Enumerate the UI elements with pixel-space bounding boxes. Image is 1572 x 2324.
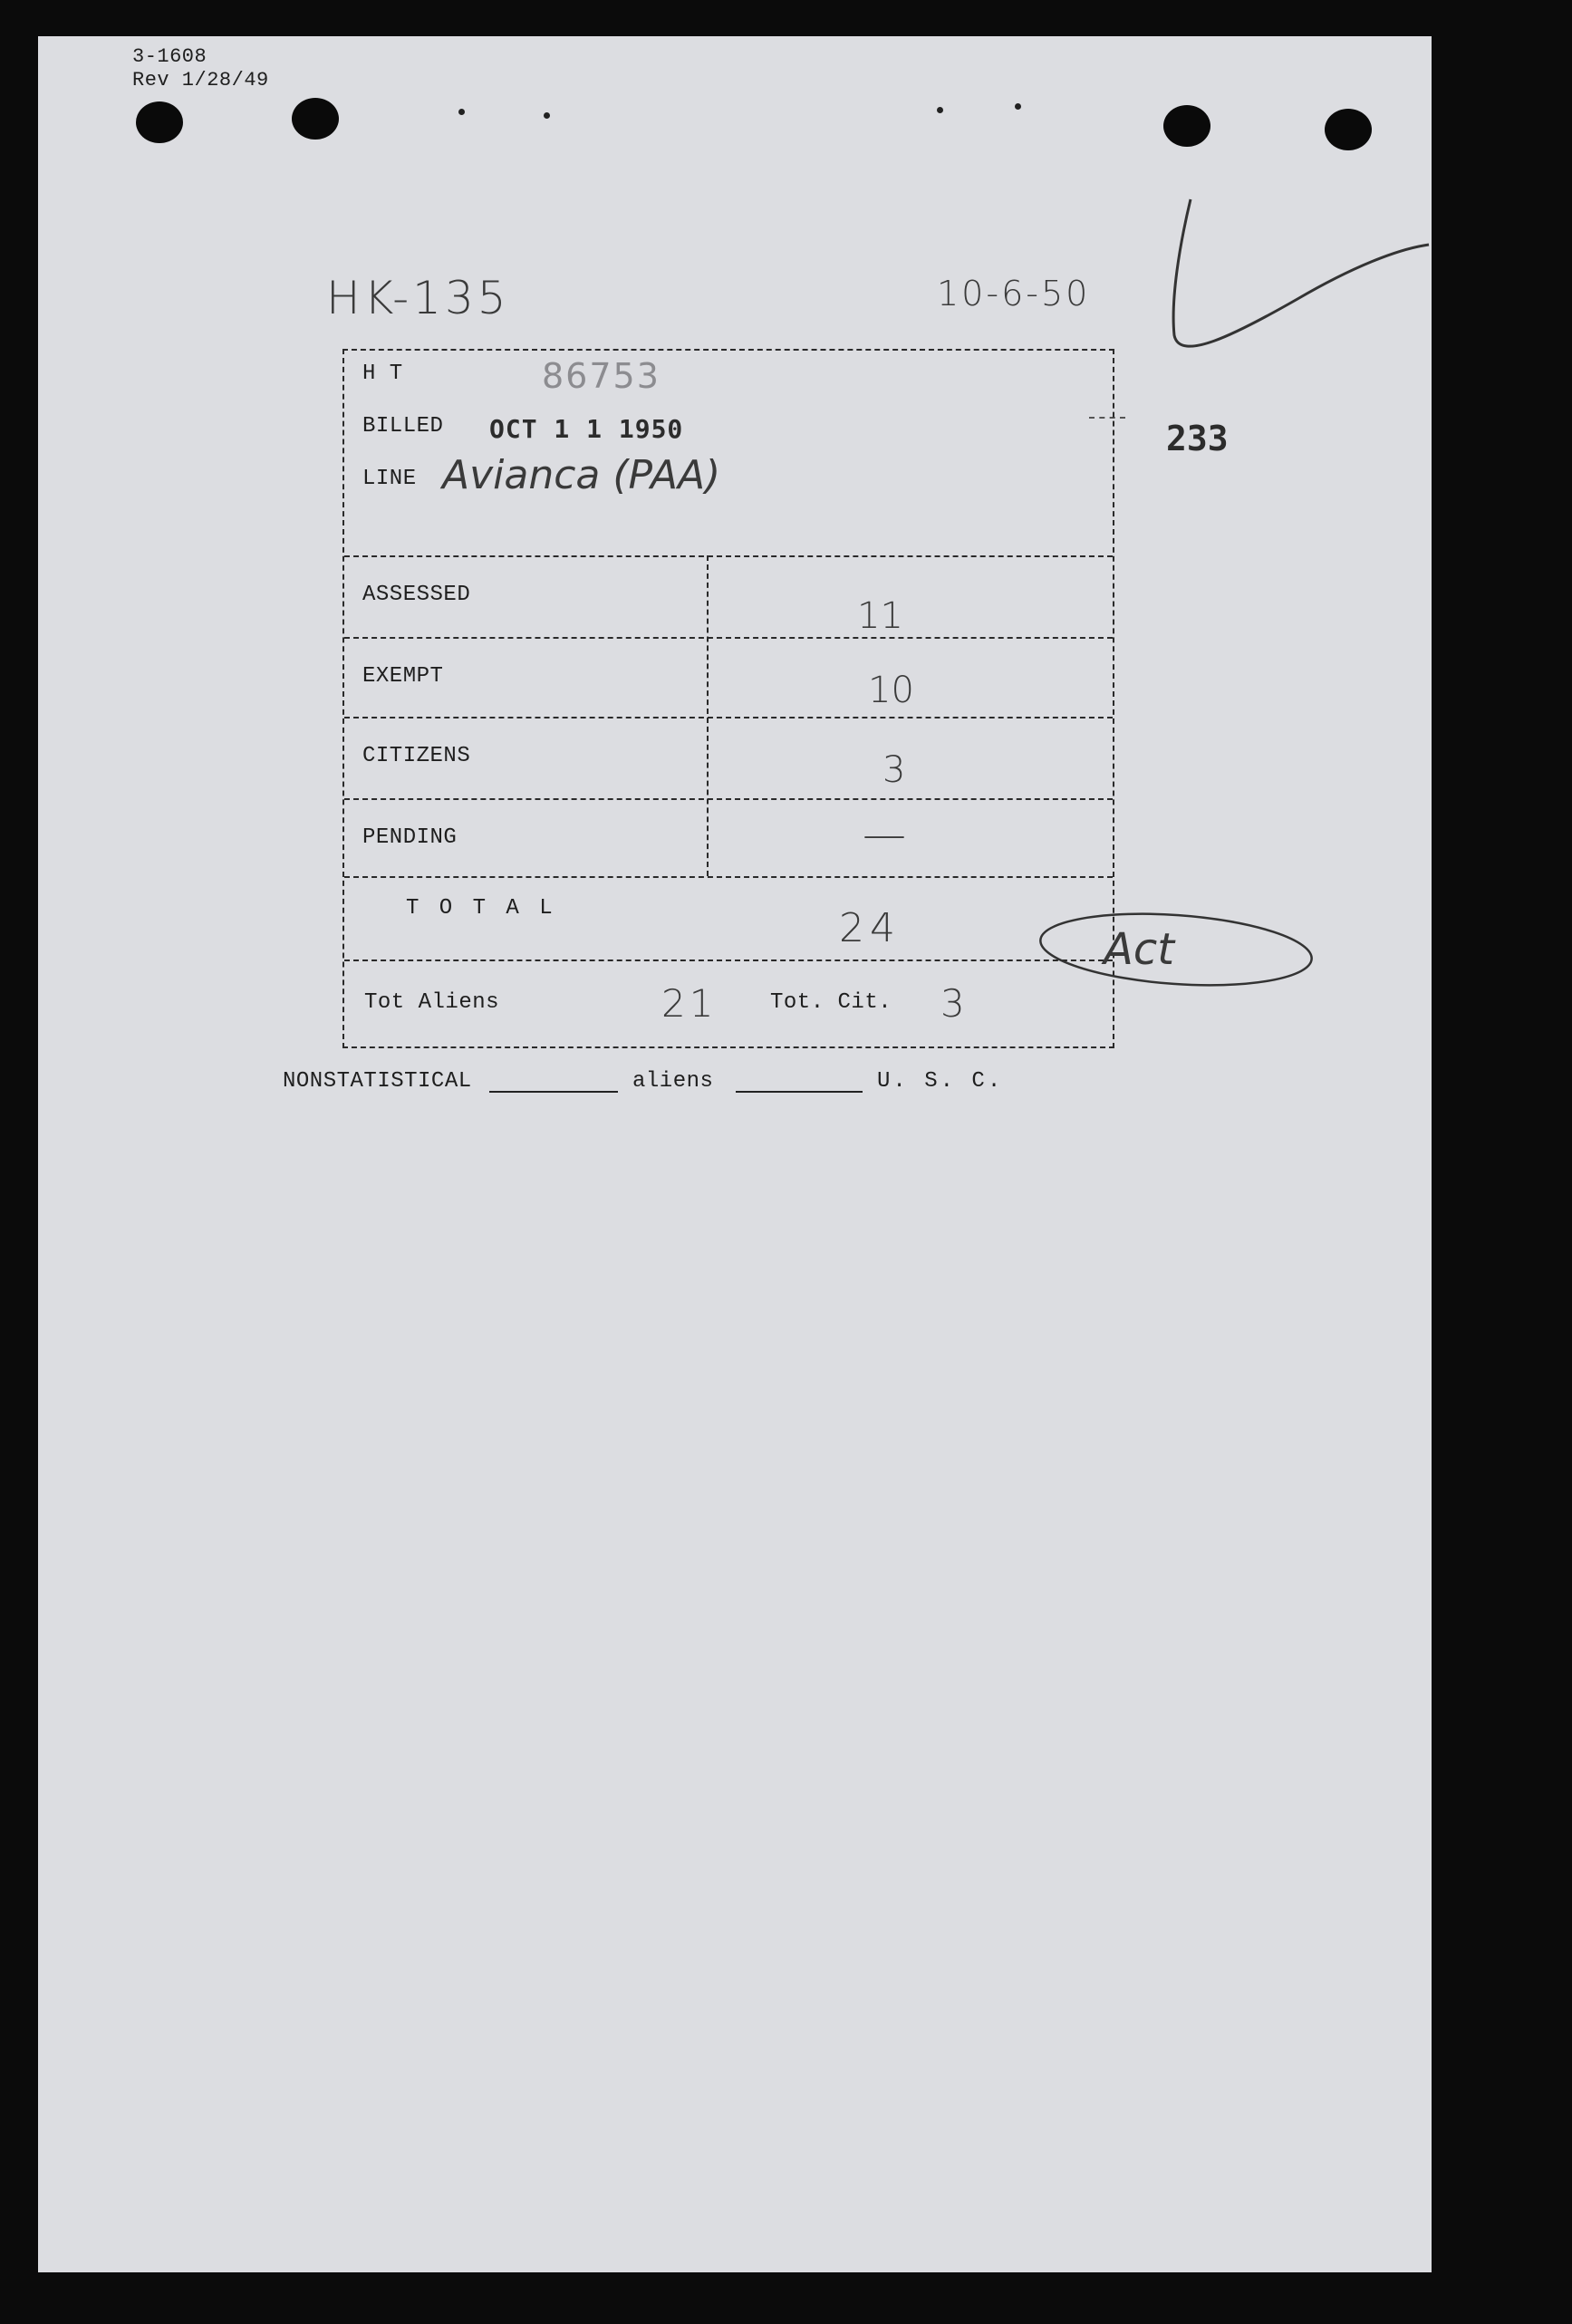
nonstatistical-blank: [489, 1091, 618, 1093]
row-divider: [344, 798, 1113, 800]
total-label: T O T A L: [406, 896, 556, 921]
speck-mark: [458, 109, 465, 115]
row-divider: [344, 637, 1113, 639]
row-divider: [344, 959, 1113, 961]
row-divider: [344, 876, 1113, 878]
speck-mark: [937, 107, 943, 113]
citizens-label: CITIZENS: [362, 744, 471, 768]
exempt-label: EXEMPT: [362, 664, 444, 689]
aliens-blank: [736, 1091, 863, 1093]
tot-cit-label: Tot. Cit.: [770, 990, 892, 1015]
column-divider: [707, 555, 709, 876]
row-divider: [344, 717, 1113, 718]
exempt-value: 10: [868, 670, 914, 711]
punch-hole: [1163, 105, 1210, 147]
punch-hole: [292, 98, 339, 140]
tot-cit-value: 3: [940, 981, 965, 1026]
line-label: LINE: [362, 467, 417, 491]
citizens-value: 3: [882, 749, 906, 791]
tot-aliens-value: 21: [661, 981, 718, 1026]
form-revision: Rev 1/28/49: [132, 69, 269, 92]
line-value-handwritten: Avianca (PAA): [442, 452, 721, 498]
document-page: [38, 36, 1432, 2272]
pending-value: —: [863, 809, 906, 860]
usc-label: U. S. C.: [877, 1069, 1004, 1094]
nonstatistical-label: NONSTATISTICAL: [283, 1069, 472, 1094]
assessed-label: ASSESSED: [362, 583, 471, 607]
form-table: [342, 349, 1114, 1048]
billed-date-stamp: OCT 1 1 1950: [489, 414, 684, 444]
initials-circle-icon: [1035, 895, 1317, 1008]
aliens-label: aliens: [632, 1069, 714, 1094]
initials-handwritten: Act: [1104, 924, 1175, 975]
assessed-value: 11: [857, 595, 903, 637]
checkmark-icon: [1162, 163, 1433, 381]
pending-label: PENDING: [362, 825, 458, 850]
tot-aliens-label: Tot Aliens: [364, 990, 500, 1015]
ht-label: H T: [362, 362, 403, 386]
speck-mark: [544, 112, 550, 119]
row-divider: [344, 555, 1113, 557]
punch-hole: [136, 101, 183, 143]
punch-hole: [1325, 109, 1372, 150]
billed-label: BILLED: [362, 414, 444, 439]
total-value: 24: [839, 905, 901, 951]
ht-number-stamp: 86753: [542, 356, 661, 396]
handwritten-flight-number: HK-135: [326, 272, 510, 324]
form-number: 3-1608: [132, 45, 207, 68]
page-number-stamp: 233: [1166, 419, 1229, 458]
speck-mark: [1015, 103, 1021, 110]
handwritten-date: 10-6-50: [937, 274, 1091, 313]
